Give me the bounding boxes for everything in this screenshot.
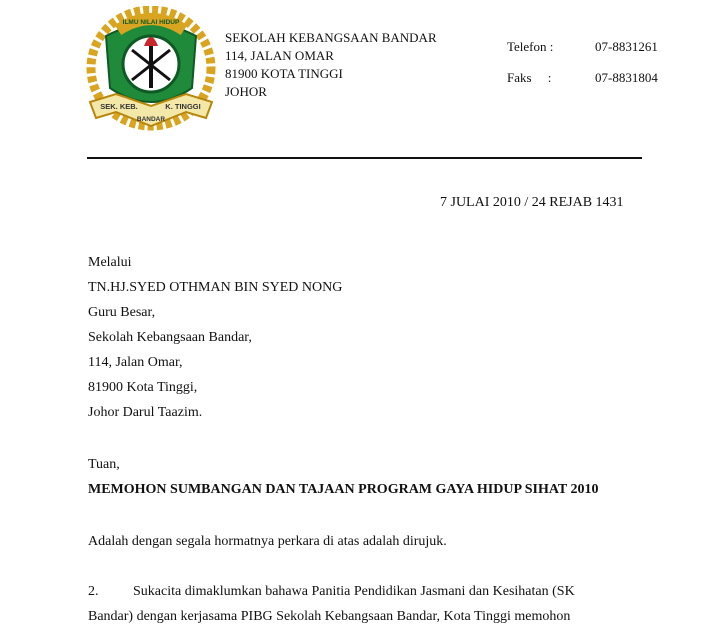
fax-value: 07-8831804 (595, 70, 658, 85)
ribbon-bottom-text: BANDAR (136, 116, 166, 123)
recipient-street: 114, Jalan Omar, (88, 355, 183, 370)
letter-subject: MEMOHON SUMBANGAN DAN TAJAAN PROGRAM GAYA HIDUP SIHAT 2010 (88, 482, 599, 497)
phone-value: 07-8831261 (595, 39, 658, 54)
salutation: Tuan, (88, 457, 120, 472)
paragraph-2-line-2: Bandar) dengan kerjasama PIBG Sekolah Kebangsaan Bandar, Kota Tinggi memohon (88, 609, 571, 624)
body-intro: Adalah dengan segala hormatnya perkara di atas adalah dirujuk. (88, 534, 447, 549)
ribbon-left-text: SEK. KEB. (100, 102, 138, 111)
recipient-title: Guru Besar, (88, 305, 156, 320)
school-name: SEKOLAH KEBANGSAAN BANDAR (225, 30, 437, 45)
address-line-2: 81900 KOTA TINGGI (225, 66, 343, 81)
paragraph-2-line-1: Sukacita dimaklumkan bahawa Panitia Pendidikan Jasmani dan Kesihatan (SK (133, 584, 575, 599)
recipient-school: Sekolah Kebangsaan Bandar, (88, 330, 252, 345)
recipient-name: TN.HJ.SYED OTHMAN BIN SYED NONG (88, 280, 343, 295)
recipient-state: Johor Darul Taazim. (88, 405, 203, 420)
recipient-city: 81900 Kota Tinggi, (88, 380, 198, 395)
school-crest-logo (86, 6, 216, 134)
letter-date: 7 JULAI 2010 / 24 REJAB 1431 (440, 195, 624, 210)
paragraph-number: 2. (88, 584, 99, 599)
address-line-1: 114, JALAN OMAR (225, 48, 334, 63)
address-line-3: JOHOR (225, 84, 267, 99)
recipient-via: Melalui (88, 255, 132, 270)
fax-label: Faks : (507, 70, 552, 85)
header-divider (87, 157, 642, 159)
logo-top-text: ILMU NILAI HIDUP (122, 19, 180, 26)
phone-label: Telefon : (507, 39, 554, 54)
ribbon-right-text: K. TINGGI (165, 102, 201, 111)
